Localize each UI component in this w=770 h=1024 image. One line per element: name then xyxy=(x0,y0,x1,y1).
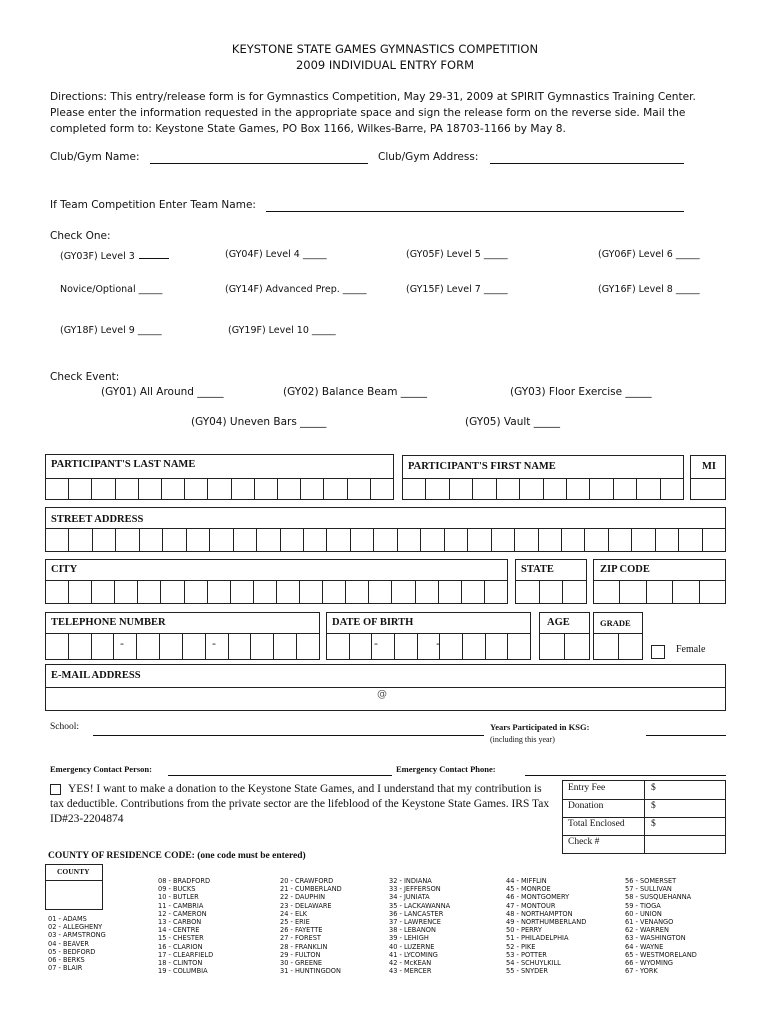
street-label: STREET ADDRESS xyxy=(51,514,144,525)
county-item: 29 - FULTON xyxy=(280,950,321,959)
county-item: 16 - CLARION xyxy=(158,942,203,951)
county-item: 20 - CRAWFORD xyxy=(280,877,334,885)
zip-label: ZIP CODE xyxy=(600,564,650,575)
total-enclosed-label: Total Enclosed xyxy=(568,819,625,829)
event-balance-beam[interactable]: (GY02) Balance Beam _____ xyxy=(283,386,428,398)
county-item: 24 - ELK xyxy=(280,909,308,918)
donation-text: YES! I want to make a donation to the Keystone State Games, and I understand that my contribution is tax deductible. Contributions from the private sector are the lifeblood of the Keystone State Games. IRS Tax ID#23-2204874 xyxy=(50,783,550,825)
option-novice-optional[interactable]: Novice/Optional _____ xyxy=(60,284,163,295)
county-item: 52 - PIKE xyxy=(506,942,536,951)
county-column-2 xyxy=(158,877,213,975)
county-item: 65 - WESTMORELAND xyxy=(625,950,697,959)
club-name-label: Club/Gym Name: xyxy=(50,151,140,163)
street-input[interactable] xyxy=(45,528,726,552)
years-sublabel: (including this year) xyxy=(490,735,555,744)
city-input[interactable] xyxy=(45,580,508,604)
donation-amount-dollar[interactable]: $ xyxy=(651,801,656,811)
team-name-field[interactable] xyxy=(266,211,684,212)
state-input[interactable] xyxy=(515,580,587,604)
telephone-label: TELEPHONE NUMBER xyxy=(51,617,166,628)
county-item: 03 - ARMSTRONG xyxy=(48,931,106,940)
county-item: 13 - CARBON xyxy=(158,918,202,927)
county-item: 07 - BLAIR xyxy=(48,964,83,973)
county-item: 60 - UNION xyxy=(625,909,662,918)
county-item: 30 - GREENE xyxy=(280,959,323,968)
city-box xyxy=(45,559,508,581)
county-item: 12 - CAMERON xyxy=(158,909,207,918)
entry-fee-dollar[interactable]: $ xyxy=(651,783,656,793)
county-item: 39 - LEHIGH xyxy=(389,934,429,943)
grade-input[interactable] xyxy=(593,633,643,660)
entry-fee-label: Entry Fee xyxy=(568,783,606,793)
county-item: 59 - TIOGA xyxy=(625,901,661,910)
option-level-3-label: (GY03F) Level 3 xyxy=(60,251,135,262)
first-name-label: PARTICIPANT'S FIRST NAME xyxy=(408,461,556,472)
county-item: 18 - CLINTON xyxy=(158,959,203,968)
emergency-person-label: Emergency Contact Person: xyxy=(50,764,152,774)
county-item: 34 - JUNIATA xyxy=(389,893,430,902)
county-item: 37 - LAWRENCE xyxy=(389,918,441,927)
first-name-input[interactable] xyxy=(402,478,684,500)
grade-label: GRADE xyxy=(600,618,631,628)
club-name-field[interactable] xyxy=(150,163,368,164)
county-item: 28 - FRANKLIN xyxy=(280,942,328,951)
county-item: 36 - LANCASTER xyxy=(389,909,444,918)
county-item: 33 - JEFFERSON xyxy=(389,885,441,894)
county-item: 48 - NORTHAMPTON xyxy=(506,909,573,918)
county-item: 35 - LACKAWANNA xyxy=(389,901,451,910)
email-at-sign: @ xyxy=(377,689,387,700)
county-item: 22 - DAUPHIN xyxy=(280,893,326,902)
county-item: 56 - SOMERSET xyxy=(625,877,677,885)
county-column-6 xyxy=(625,877,697,975)
last-name-input[interactable] xyxy=(45,478,394,500)
county-item: 49 - NORTHUMBERLAND xyxy=(506,918,587,927)
county-item: 10 - BUTLER xyxy=(158,893,199,902)
event-all-around[interactable]: (GY01) All Around _____ xyxy=(101,386,224,398)
option-advanced-prep[interactable]: (GY14F) Advanced Prep. _____ xyxy=(225,284,367,295)
county-item: 02 - ALLEGHENY xyxy=(48,923,103,932)
form-title: KEYSTONE STATE GAMES GYMNASTICS COMPETITION xyxy=(231,42,539,56)
school-field[interactable] xyxy=(93,735,484,736)
dob-label: DATE OF BIRTH xyxy=(332,617,414,628)
county-item: 27 - FOREST xyxy=(280,934,321,943)
county-item: 05 - BEDFORD xyxy=(48,947,96,956)
check-number-label: Check # xyxy=(568,837,600,847)
mi-input[interactable] xyxy=(690,478,726,500)
county-item: 23 - DELAWARE xyxy=(280,901,332,910)
event-floor-exercise[interactable]: (GY03) Floor Exercise _____ xyxy=(510,386,652,398)
school-label: School: xyxy=(50,722,80,732)
option-level-8[interactable]: (GY16F) Level 8 _____ xyxy=(598,284,700,295)
option-level-10[interactable]: (GY19F) Level 10 _____ xyxy=(228,325,336,336)
age-label: AGE xyxy=(547,617,570,628)
female-checkbox[interactable] xyxy=(651,645,665,659)
option-level-4[interactable]: (GY04F) Level 4 _____ xyxy=(225,249,327,260)
county-column-4 xyxy=(389,877,450,975)
county-item: 17 - CLEARFIELD xyxy=(158,950,214,959)
form-subtitle: 2009 INDIVIDUAL ENTRY FORM xyxy=(295,58,475,72)
dob-dash-2: - xyxy=(436,637,440,650)
county-item: 47 - MONTOUR xyxy=(506,901,556,910)
county-heading: COUNTY OF RESIDENCE CODE: (one code must be entered) xyxy=(48,851,306,861)
county-item: 41 - LYCOMING xyxy=(389,950,438,959)
emergency-phone-field[interactable] xyxy=(525,775,726,776)
county-item: 25 - ERIE xyxy=(280,918,310,927)
county-item: 58 - SUSQUEHANNA xyxy=(625,893,692,902)
event-vault[interactable]: (GY05) Vault _____ xyxy=(465,416,560,428)
donation-amount-label: Donation xyxy=(568,801,604,811)
county-item: 31 - HUNTINGDON xyxy=(280,967,341,976)
county-item: 61 - VENANGO xyxy=(625,918,674,927)
dob-dash-1: - xyxy=(374,637,378,650)
county-item: 43 - MERCER xyxy=(389,967,432,976)
telephone-dash-2: - xyxy=(212,637,216,650)
emergency-phone-label: Emergency Contact Phone: xyxy=(396,764,496,774)
county-item: 09 - BUCKS xyxy=(158,885,196,894)
county-item: 06 - BERKS xyxy=(48,956,85,965)
county-label: COUNTY xyxy=(57,867,90,876)
county-input[interactable] xyxy=(45,880,103,910)
county-item: 51 - PHILADELPHIA xyxy=(506,934,569,943)
years-label: Years Participated in KSG: xyxy=(490,722,590,732)
county-item: 50 - PERRY xyxy=(506,926,542,935)
telephone-dash-1: - xyxy=(120,637,124,650)
club-address-label: Club/Gym Address: xyxy=(378,151,479,163)
zip-input[interactable] xyxy=(593,580,726,604)
event-uneven-bars[interactable]: (GY04) Uneven Bars _____ xyxy=(191,416,327,428)
email-box xyxy=(45,664,726,688)
check-event-label: Check Event: xyxy=(50,371,120,383)
county-item: 53 - POTTER xyxy=(506,950,547,959)
county-column-5 xyxy=(506,877,586,975)
option-level-5[interactable]: (GY05F) Level 5 _____ xyxy=(406,249,508,260)
option-level-6[interactable]: (GY06F) Level 6 _____ xyxy=(598,249,700,260)
county-item: 11 - CAMBRIA xyxy=(158,901,204,910)
county-item: 64 - WAYNE xyxy=(625,942,664,951)
county-item: 14 - CENTRE xyxy=(158,926,200,935)
city-label: CITY xyxy=(51,564,78,575)
county-item: 01 - ADAMS xyxy=(48,915,87,923)
county-item: 08 - BRADFORD xyxy=(158,877,211,885)
county-column-3 xyxy=(280,877,342,975)
telephone-input[interactable] xyxy=(45,633,320,660)
option-level-7[interactable]: (GY15F) Level 7 _____ xyxy=(406,284,508,295)
check-one-label: Check One: xyxy=(50,230,111,242)
county-item: 46 - MONTGOMERY xyxy=(506,893,570,902)
last-name-label: PARTICIPANT'S LAST NAME xyxy=(51,459,196,470)
county-item: 32 - INDIANA xyxy=(389,877,432,885)
county-column-1 xyxy=(48,915,106,972)
county-item: 55 - SNYDER xyxy=(506,967,548,976)
female-label: Female xyxy=(676,644,706,655)
county-item: 04 - BEAVER xyxy=(48,939,89,948)
county-item: 66 - WYOMING xyxy=(625,959,674,968)
county-item: 54 - SCHUYLKILL xyxy=(506,959,561,968)
email-label: E-MAIL ADDRESS xyxy=(51,670,141,681)
club-address-field[interactable] xyxy=(490,163,684,164)
emergency-person-field[interactable] xyxy=(168,775,392,776)
county-item: 26 - FAYETTE xyxy=(280,926,323,935)
county-item: 21 - CUMBERLAND xyxy=(280,885,342,894)
dob-input[interactable] xyxy=(326,633,531,660)
team-name-label: If Team Competition Enter Team Name: xyxy=(50,199,256,211)
county-item: 63 - WASHINGTON xyxy=(625,934,686,943)
county-item: 40 - LUZERNE xyxy=(389,942,435,951)
age-input[interactable] xyxy=(539,633,590,660)
county-item: 19 - COLUMBIA xyxy=(158,967,208,976)
option-level-9[interactable]: (GY18F) Level 9 _____ xyxy=(60,325,162,336)
mi-label: MI xyxy=(702,461,716,472)
street-box xyxy=(45,507,726,529)
total-enclosed-dollar[interactable]: $ xyxy=(651,819,656,829)
years-field[interactable] xyxy=(646,735,726,736)
county-item: 62 - WARREN xyxy=(625,926,669,935)
county-item: 38 - LEBANON xyxy=(389,926,436,935)
state-label: STATE xyxy=(521,564,554,575)
county-item: 15 - CHESTER xyxy=(158,934,204,943)
county-item: 44 - MIFFLIN xyxy=(506,877,547,885)
county-item: 45 - MONROE xyxy=(506,885,551,894)
directions-text: Directions: This entry/release form is for Gymnastics Competition, May 29-31, 2009 at SPIRIT Gymnastics Training Center. Please enter the information requested in the appropriate space and sign the release form on the reverse side. Mail the completed form to: Keystone State Games, PO Box 1166, Wilkes-Barre, PA 18703-1166 by May 8. xyxy=(50,91,696,135)
county-item: 42 - McKEAN xyxy=(389,959,432,968)
option-level-3[interactable] xyxy=(60,249,169,262)
county-item: 57 - SULLIVAN xyxy=(625,885,672,894)
county-item: 67 - YORK xyxy=(625,967,658,976)
